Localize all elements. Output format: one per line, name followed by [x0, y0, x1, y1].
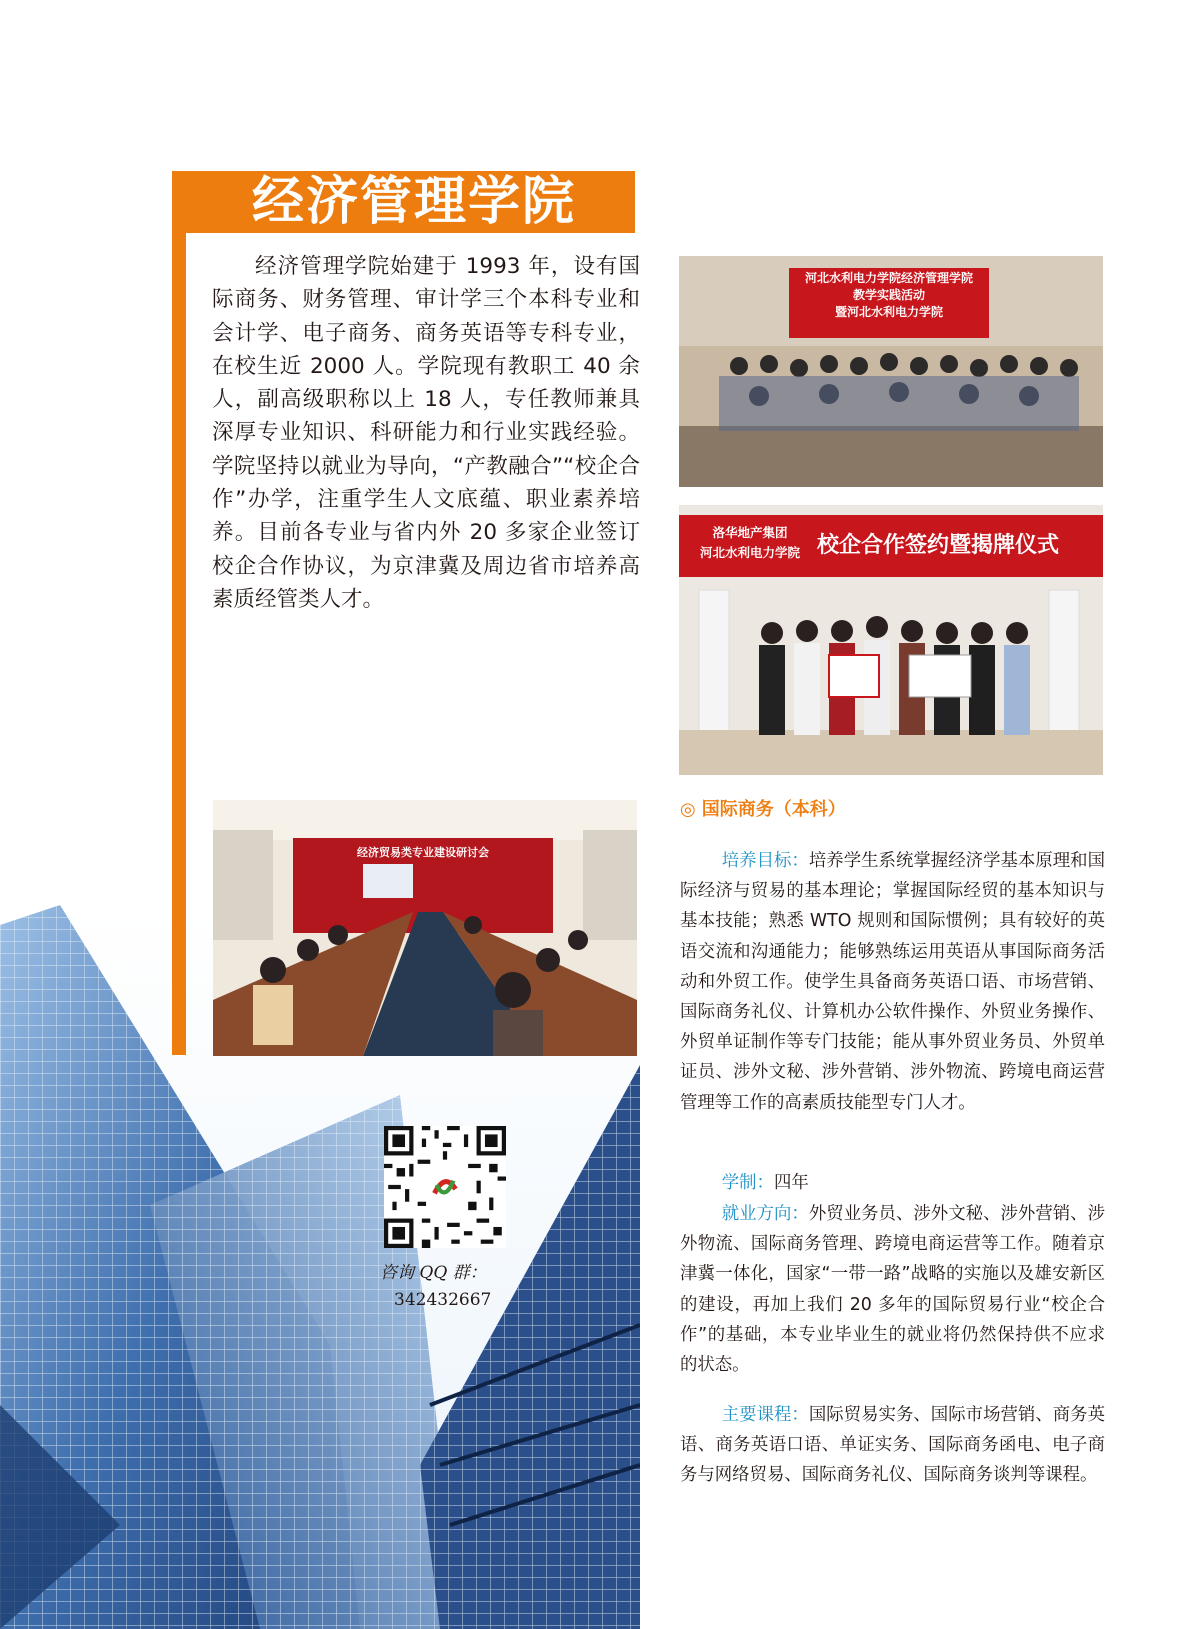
major-heading [680, 795, 846, 821]
banner1-line3: 暨河北水利电力学院 [834, 305, 943, 319]
qr-label-title: 咨询 QQ 群： [380, 1263, 487, 1283]
jobs-label: 就业方向： [721, 1204, 809, 1224]
intro-paragraph: 经济管理学院始建于 1993 年，设有国际商务、财务管理、审计学三个本科专业和会计学、电子商务、商务英语等专科专业，在校生近 2000 人。学院现有教职工 40 余人，副高级职称以上 18 人，专任教师兼具深厚专业知识、科研能力和行业实践经验。学院坚持以就业为导向，“产教融合”“校企合作”办学，注重学生人文底蕴、职业素养培养。目前各专业与省内外 20 多家企业签订校企合作协议，为京津冀及周边省市培养高素质经管类人才。 [212, 254, 640, 612]
meeting-room-photo [213, 800, 637, 1056]
major-heading-text: 国际商务（本科） [701, 799, 846, 820]
goal-paragraph [680, 846, 1105, 1118]
title-bar [172, 171, 635, 233]
banner2-left-line1: 洛华地产集团 [712, 525, 788, 540]
goal-text: 培养学生系统掌握经济学基本原理和国际经济与贸易的基本理论；掌握国际经贸的基本知识与基本技能；熟悉 WTO 规则和国际惯例；具有较好的英语交流和沟通能力；能够熟练运用英语从事国际商务活动和外贸工作。使学生具备商务英语口语、市场营销、国际商务礼仪、计算机办公软件操作、外贸业务操作、外贸单证制作等专门技能；能从事外贸业务员、外贸单证员、涉外文秘、涉外营销、涉外物流、跨境电商运营管理等工作的高素质技能型专门人才。 [680, 851, 1105, 1113]
banner2-left-line2: 河北水利电力学院 [699, 545, 800, 560]
banner1-line1: 河北水利电力学院经济管理学院 [804, 271, 973, 285]
page-title: 经济管理学院 [252, 171, 577, 232]
goal-label: 培养目标： [721, 851, 809, 871]
signing-ceremony-photo [679, 505, 1103, 775]
qr-group-number: 342432667 [394, 1290, 492, 1310]
courses-label: 主要课程： [721, 1405, 809, 1425]
banner2-title: 校企合作签约暨揭牌仪式 [817, 532, 1060, 558]
courses-text: 国际贸易实务、国际市场营销、商务英语、商务英语口语、单证实务、国际商务函电、电子商务与网络贸易、国际商务礼仪、国际商务谈判等课程。 [680, 1405, 1105, 1486]
courses-paragraph [680, 1400, 1105, 1491]
banner3-title: 经济贸易类专业建设研讨会 [357, 846, 489, 859]
jobs-paragraph [680, 1199, 1105, 1380]
years-label: 学制： [721, 1173, 774, 1193]
qr-code-image [384, 1126, 506, 1248]
group-photo [679, 256, 1103, 487]
banner1-line2: 教学实践活动 [852, 288, 925, 302]
qr-label [380, 1260, 530, 1314]
years-paragraph [680, 1168, 1105, 1198]
circle-bullet-icon: ◎ [680, 799, 696, 820]
years-text: 四年 [773, 1173, 809, 1193]
jobs-text: 外贸业务员、涉外文秘、涉外营销、涉外物流、国际商务管理、跨境电商运营等工作。随着京津冀一体化，国家“一带一路”战略的实施以及雄安新区的建设，再加上我们 20 多年的国际贸易行业“校企合作”的基础，本专业毕业生的就业将仍然保持供不应求的状态。 [680, 1204, 1105, 1376]
accent-rule [172, 233, 186, 1055]
